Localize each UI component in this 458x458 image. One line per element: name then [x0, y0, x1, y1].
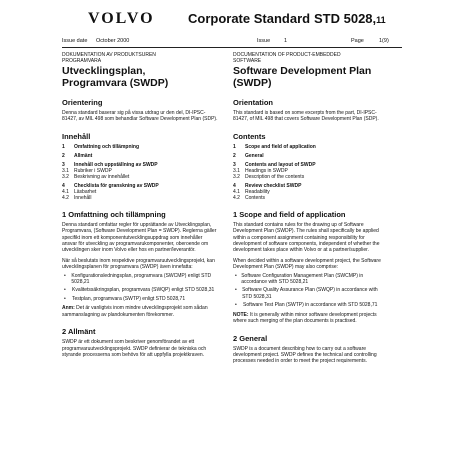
- toc-entry: 3 Innehåll och uppställning av SWDP: [62, 161, 158, 168]
- heading-orientation: Orientering: [62, 98, 103, 107]
- paragraph: When decided within a software development project, the Software Development Plan (SWDP) may also comprise:: [233, 257, 381, 271]
- paragraph: När så beslutats inom respektive programvaruutvecklingsprojekt, kan utvecklingsplanen för programvara (SWDP) även innefatta:: [62, 257, 215, 271]
- page-number: 1(9): [379, 38, 389, 44]
- heading-orientation: Orientation: [233, 98, 274, 107]
- overline: PROGRAMVARA: [62, 58, 102, 64]
- paragraph: This standard contains rules for the drawing up of Software Development Plan (SWDP). The rules shall specifically be applied within a component assignment containing responsibility for development of software components, independent of whether the development takes place within Volvo or at a partner/supplier.: [233, 221, 380, 254]
- overline: SOFTWARE: [233, 58, 262, 64]
- note: NOTE: It is generally within minor software development projects where such merging of the plan documents is practised.: [233, 311, 377, 325]
- overline: DOKUMENTATION AV PRODUKTSUREN: [62, 52, 156, 58]
- toc-entry: 1 Omfattning och tillämpning: [62, 143, 139, 150]
- list-item: • Software Configuration Management Plan (SWCMP) in accordance with STD 5028,21: [235, 272, 364, 286]
- paragraph: Denna standard baserar sig på vissa utdrag ur den del, DI-IPSC-81427, av MIL 498 som behandlar Software Development Plan (SDP).: [62, 110, 218, 123]
- table-of-contents: [233, 144, 389, 201]
- list-item: • Software Test Plan (SWTP) in accordance with STD 5028,71: [235, 302, 378, 309]
- toc-entry: 4.2 Innehåll: [62, 194, 92, 201]
- heading-section-1: 1 Scope and field of application: [233, 209, 346, 219]
- toc-entry: 4.1 Readability: [233, 188, 270, 195]
- header-rule: [62, 47, 402, 48]
- document-header: [62, 8, 402, 30]
- toc-entry: 3.2 Beskrivning av innehållet: [62, 173, 130, 180]
- page-label: Page: [351, 38, 364, 44]
- issue-label: Issue: [257, 38, 271, 44]
- toc-entry: 3 Contents and layout of SWDP: [233, 161, 316, 168]
- document-type: Corporate Standard: [188, 11, 311, 26]
- swedish-column: [62, 52, 218, 358]
- list-item: • Testplan, programvara (SWTP) enligt STD 5028,71: [64, 295, 186, 302]
- toc-entry: 1 Scope and field of application: [233, 143, 316, 150]
- document-number: STD 5028,11: [314, 11, 386, 26]
- document-title: Software Development Plan: [233, 65, 372, 77]
- paragraph: This standard is based on some excerpts from the part, DI-IPSC-81427, of MIL 498 that covers Software Development Plan (SDP).: [233, 110, 379, 123]
- heading-contents: Contents: [233, 131, 266, 141]
- table-of-contents: [62, 144, 218, 201]
- issue-date-label: Issue date: [62, 38, 88, 44]
- toc-entry: 3.2 Description of the contents: [233, 173, 305, 180]
- english-column: [233, 52, 389, 365]
- list-item: • Software Quality Assurance Plan (SWQP) in accordance with STD 5028,31: [235, 287, 378, 300]
- toc-entry: 4.1 Läsbarhet: [62, 188, 97, 195]
- heading-section-2: 2 General: [233, 333, 268, 343]
- toc-entry: 2 General: [233, 152, 264, 159]
- heading-contents: Innehåll: [62, 131, 91, 141]
- overline: DOCUMENTATION OF PRODUCT-EMBEDDED: [233, 52, 341, 58]
- issue-date: October 2000: [96, 38, 130, 44]
- issue-number: 1: [284, 38, 288, 44]
- toc-entry: 3.1 Rubriker i SWDP: [62, 167, 112, 174]
- paragraph: Denna standard omfattar regler för upprättande av Utvecklingsplan, Programvara, (Software Development Plan = SWDP). Reglerna gäller specifikt inom ett komponentutvecklingsuppdrag som innehåller ansvar för utveckling av programvarukomponenter, oberoende om utvecklingen sker inom Volvo eller hos en partner/leverantör.: [62, 221, 217, 254]
- document-title: (SWDP): [233, 76, 272, 89]
- toc-entry: 4.2 Contents: [233, 194, 266, 201]
- list-item: • Konfigurationsledningsplan, programvara (SWCMP) enligt STD 5028,21: [64, 272, 212, 286]
- document-title: Programvara (SWDP): [62, 76, 169, 89]
- volvo-logo: VOLVO: [88, 10, 155, 27]
- heading-section-1: 1 Omfattning och tillämpning: [62, 209, 166, 219]
- heading-section-2: 2 Allmänt: [62, 327, 96, 337]
- toc-entry: 4 Review checklist SWDP: [233, 182, 302, 189]
- list-item: • Kvalitetssäkringsplan, programvara (SWQP) enligt STD 5028,31: [64, 287, 215, 294]
- toc-entry: 4 Checklista för granskning av SWDP: [62, 182, 159, 189]
- document-title: Utvecklingsplan,: [62, 65, 146, 77]
- toc-entry: 3.1 Headings in SWDP: [233, 167, 288, 174]
- note: Anm: Det är vanligtvis inom mindre utvecklingsprojekt som sådan sammanslagning av plandokumenten förekommer.: [62, 305, 208, 318]
- paragraph: SWDP is a document describing how to carry out a software development project. SWDP defines the technical and controlling processes needed in order to meet the project requirements.: [233, 345, 377, 365]
- toc-entry: 2 Allmänt: [62, 152, 93, 159]
- paragraph: SWDP är ett dokument som beskriver genomförandet av ett programvaruutvecklingsprojekt. SWDP definierar de tekniska och styrande processerna som behövs för att uppfylla projektkraven.: [62, 339, 207, 358]
